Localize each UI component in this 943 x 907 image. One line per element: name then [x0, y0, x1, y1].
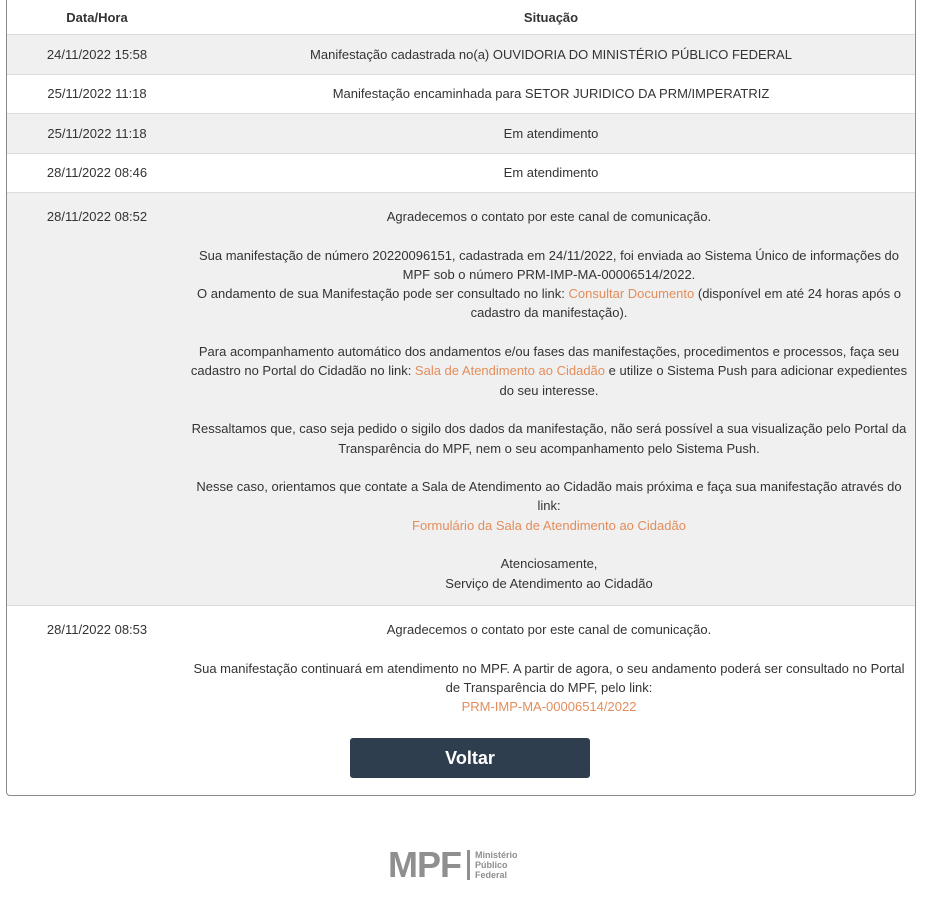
table-header — [7, 0, 915, 34]
process-number-link[interactable]: PRM-IMP-MA-00006514/2022 — [461, 699, 637, 715]
continuation-text: Sua manifestação continuará em atendimento no MPF. A partir de agora, o seu andamento poderá ser consultado no Portal de Transparência do MPF, pelo link: — [193, 660, 905, 695]
row-situation — [187, 620, 915, 716]
row-situation: Manifestação encaminhada para SETOR JURIDICO DA PRM/IMPERATRIZ — [332, 86, 770, 102]
form-text: Nesse caso, orientamos que contate a Sala de Atendimento ao Cidadão mais próxima e faça sua manifestação através do link: — [196, 479, 902, 514]
row-date: 25/11/2022 11:18 — [47, 125, 147, 141]
registration-text: Sua manifestação de número 20220096151, cadastrada em 24/11/2022, foi enviada ao Sistema Único de informações do MPF sob o número PRM-IMP-MA-00006514/2022. — [198, 247, 900, 282]
back-button[interactable]: Voltar — [350, 738, 590, 778]
mpf-logo — [388, 844, 518, 885]
table-row — [7, 153, 915, 193]
signature — [187, 554, 911, 593]
logo-word: Ministério — [475, 850, 518, 860]
column-header-date: Data/Hora — [66, 9, 128, 25]
registration-paragraph — [187, 246, 911, 323]
status-link-intro: O andamento de sua Manifestação pode ser consultado no link: — [197, 286, 569, 302]
row-situation: Em atendimento — [503, 165, 599, 181]
row-date: 28/11/2022 08:46 — [46, 165, 148, 181]
portal-text-after: e utilize o Sistema Push para adicionar expedientes do seu interesse. — [499, 363, 908, 398]
column-header-situation: Situação — [523, 9, 579, 25]
actions-bar — [7, 738, 915, 778]
row-date: 28/11/2022 08:53 — [46, 621, 148, 637]
portal-paragraph — [187, 342, 911, 400]
logo-word: Público — [475, 860, 508, 870]
signature-greeting: Atenciosamente, — [500, 556, 598, 572]
row-situation: Manifestação cadastrada no(a) OUVIDORIA DO MINISTÉRIO PÚBLICO FEDERAL — [310, 46, 792, 62]
row-date: 28/11/2022 08:52 — [46, 209, 148, 224]
table-row — [7, 605, 915, 728]
logo-word: Federal — [475, 870, 508, 880]
table-row — [7, 192, 915, 605]
consult-document-link[interactable]: Consultar Documento — [568, 286, 695, 302]
signature-name: Serviço de Atendimento ao Cidadão — [445, 575, 653, 591]
portal-text-before: Para acompanhamento automático dos andamentos e/ou fases das manifestações, procedimentos e processos, faça seu cadastro no Portal do Cidadão no link: — [190, 344, 900, 379]
thanks-paragraph: Agradecemos o contato por este canal de comunicação. — [386, 209, 712, 224]
table-row — [7, 34, 915, 74]
row-situation: Em atendimento — [503, 125, 599, 141]
secrecy-paragraph: Ressaltamos que, caso seja pedido o sigilo dos dados da manifestação, não será possível a sua visualização pelo Portal da Transparência do MPF, nem o seu acompanhamento pelo Sistema Push. — [191, 421, 907, 456]
logo-divider — [467, 850, 470, 880]
service-room-form-link[interactable]: Formulário da Sala de Atendimento ao Cidadão — [412, 517, 686, 533]
logo-letters: MPF — [388, 844, 461, 885]
logo-wordmark — [475, 850, 518, 880]
row-date: 24/11/2022 15:58 — [46, 46, 148, 62]
status-link-note: (disponível em até 24 horas após o cadastro da manifestação). — [470, 286, 901, 321]
row-date: 25/11/2022 11:18 — [47, 86, 147, 102]
row-situation — [187, 207, 915, 593]
form-paragraph — [187, 477, 911, 535]
manifestation-history-panel — [6, 0, 916, 796]
table-row — [7, 74, 915, 114]
table-row — [7, 113, 915, 153]
citizen-service-room-link[interactable]: Sala de Atendimento ao Cidadão — [414, 363, 606, 379]
thanks-paragraph: Agradecemos o contato por este canal de comunicação. — [386, 621, 712, 637]
continuation-paragraph — [187, 659, 911, 717]
